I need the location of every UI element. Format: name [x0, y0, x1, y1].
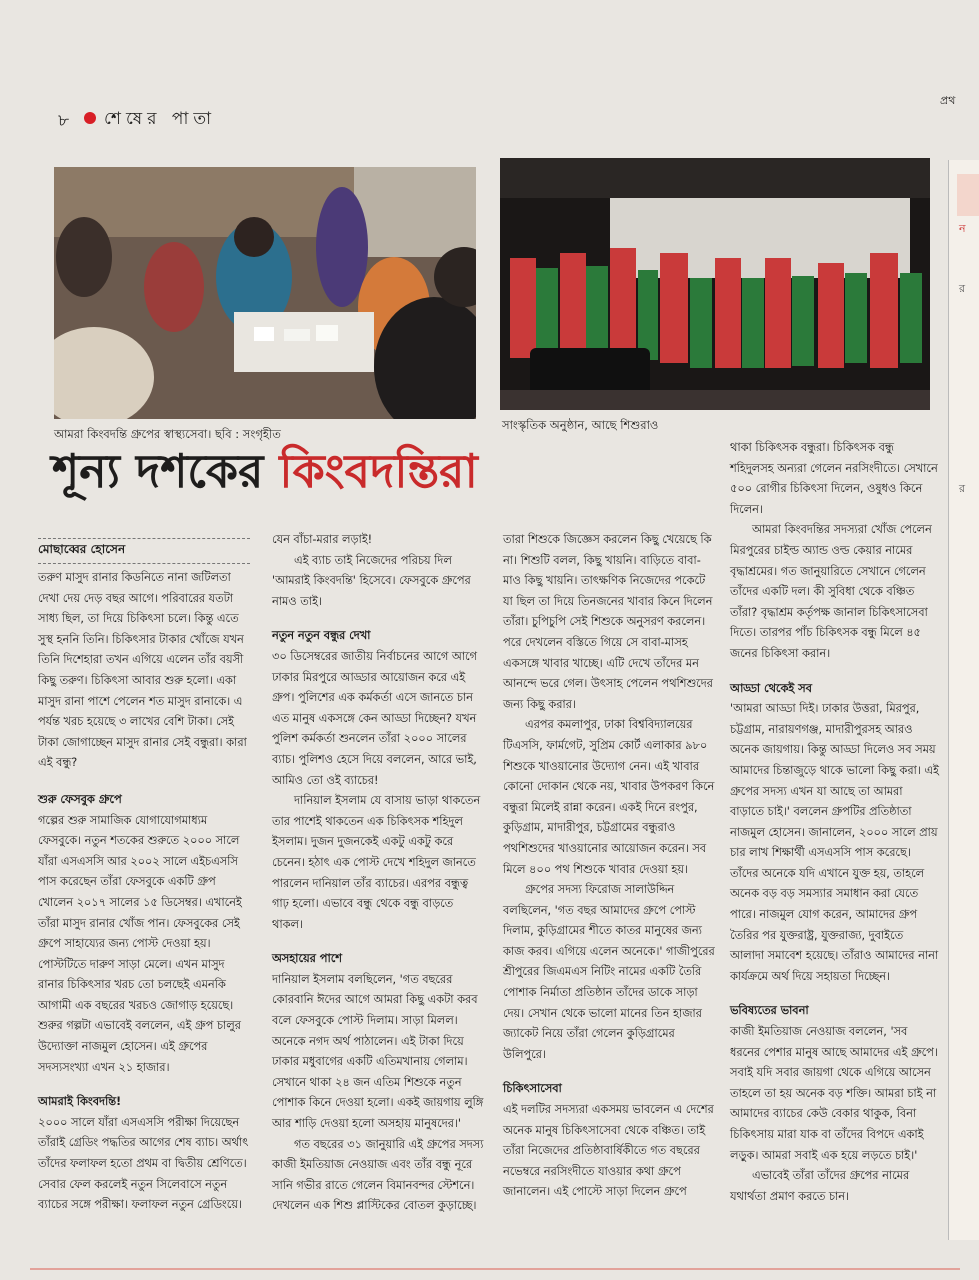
col2-paragraph: এই ব্যাচ তাই নিজেদের পরিচয় দিল 'আমরাই কিংবদন্তি' হিসেবে। ফেসবুকে গ্রুপের নামও তাই। [272, 553, 471, 608]
col4-paragraph: 'আমরা আড্ডা দিই। ঢাকার উত্তরা, মিরপুর, চট্টগ্রাম, নারায়ণগঞ্জ, মাদারীপুরসহ আরও অনেক জায়গায়। কিন্তু আড্ডা দিলেও সব সময় আমাদের চিন্তাজুড়ে থাকে ভালো কিছু করা। এই গ্রুপের সদস্য এখন যা আছে তা আমরা বাড়াতে চাই।' বললেন গ্রুপটির প্রতিষ্ঠাতা নাজমুল হোসেন। জানালেন, ২০০০ সালে প্রায় চার লাখ শিক্ষার্থী এসএসসি পাস করেছে। তাঁদের অনেকে যদি এখানে যুক্ত হয়, তাহলে অনেক বড় বড় সমস্যার সমাধান করা যেতে পারে। নাজমুল যোগ করেন, আমাদের গ্রুপ তৈরির পর যুক্তরাষ্ট্র, যুক্তরাজ্য, দুবাইতে আলাদা সমাবেশ হয়েছে। তাঁরাও আমাদের নানা কার্যক্রমে অর্থ দিয়ে সহায়তা দিচ্ছেন। [730, 702, 939, 983]
col4-paragraph: এভাবেই তাঁরা তাঁদের গ্রুপের নামের যথার্থতা প্রমাণ করতে চান। [730, 1169, 910, 1203]
photo-cultural-event-image [500, 158, 930, 410]
col4-paragraph: কাজী ইমতিয়াজ নেওয়াজ বললেন, 'সব ধরনের পেশার মানুষ আছে আমাদের এই গ্রুপে। সবাই যদি সবার জায়গা থেকে এগিয়ে আসেন তাহলে তা হয় অনেক বড় শক্তি। আমরা চাই না আমাদের ব্যাচের কেউ বেকার থাকুক, বিনা চিকিৎসায় মারা যাক বা তাঁদের বিপদে একাই লড়ুক। আমরা সবাই এক হয়ে লড়তে চাই।' [730, 1025, 938, 1162]
adjacent-page-banner [957, 174, 979, 216]
col3-paragraph: এরপর কমলাপুর, ঢাকা বিশ্ববিদ্যালয়ের টিএসসি, ফার্মগেট, সুপ্রিম কোর্ট এলাকার ৯৮০ শিশুকে খাওয়ানোর উদ্যোগ নেন। এই খাবার কোনো দোকান থেকে নয়, খাবার উপকরণ কিনে বন্ধুরা মিলেই রান্না করেন। একই দিনে রংপুর, কুড়িগ্রাম, মাদারীপুর, চট্টগ্রামের বন্ধুরাও পথশিশুদের খাওয়ানোর আয়োজন করেন। সব মিলে ৪০০ পথ শিশুকে খাবার দেওয়া হয়। [503, 718, 715, 876]
col4-subheading: আড্ডা থেকেই সব [730, 681, 812, 695]
col2-paragraph: ৩০ ডিসেম্বরের জাতীয় নির্বাচনের আগে আগে ঢাকার মিরপুরে আড্ডার আয়োজন করে এই গ্রুপ। পুলিশের এক কর্মকর্তা এসে জানতে চান এত মানুষ একসঙ্গে কেন আড্ডা দিচ্ছেন? যখন পুলিশ কর্মকর্তা শুনলেন তাঁরা ২০০০ সালের ব্যাচ। পুলিশও হেসে দিয়ে বললেন, আরে ভাই, আমিও তো ওই ব্যাচের! [272, 649, 477, 787]
col3-paragraph: এই দলটির সদস্যরা একসময় ভাবলেন এ দেশের অনেক মানুষ চিকিৎসাসেবা থেকে বঞ্চিত। তাই তাঁরা নিজেদের প্রতিষ্ঠাবার্ষিকীতে গত বছরের নভেম্বরে নরসিংদীতে যাওয়ার কথা গ্রুপে জানালেন। এই পোস্টে সাড়া দিলেন গ্রুপে [503, 1103, 714, 1199]
adjacent-page-char: ন [959, 222, 966, 235]
col1-paragraph: ২০০০ সালে যাঁরা এসএসসি পরীক্ষা দিয়েছেন তাঁরাই গ্রেডিং পদ্ধতির আগের শেষ ব্যাচ। অর্থাৎ তাঁদের ফলাফল হতো প্রথম বা দ্বিতীয় শ্রেণিতে। সেবার ফেল করলেই নতুন সিলেবাসে নতুন ব্যাচের সঙ্গে পরীক্ষা। ফলাফল নতুন গ্রেডিংয়ে। [38, 1115, 249, 1212]
article-column-3 [503, 530, 715, 1203]
adjacent-page-fragment: প্রথ [940, 94, 956, 107]
col4-paragraph: আমরা কিংবদন্তির সদস্যরা খোঁজ পেলেন মিরপুরের চাইল্ড অ্যান্ড ওল্ড কেয়ার নামের বৃদ্ধাশ্রমের। গত জানুয়ারিতে সেখানে গেলেন তাঁদের একটি দল। কী সুবিধা থেকে বঞ্চিত তাঁরা? বৃদ্ধাশ্রম কর্তৃপক্ষ জানাল চিকিৎসাসেবা দিতে। তারপর পাঁচ চিকিৎসক বন্ধু মিলে ৪৫ জনের চিকিৎসা করান। [730, 523, 932, 660]
article-column-2 [272, 530, 484, 1217]
photo-health-service [54, 167, 476, 419]
bottom-border [30, 1268, 960, 1274]
col2-paragraph: দানিয়াল ইসলাম যে বাসায় ভাড়া থাকতেন তার পাশেই থাকতেন এক চিকিৎসক শহিদুল ইসলাম। দুজন দুজনকেই একটু একটু করে চেনেন। হঠাৎ এক পোস্ট দেখে শহিদুল জানতে পারলেন দানিয়াল তাঁর ব্যাচের। এরপর বন্ধুত্ব গাঢ় হলো। এভাবে বন্ধু থেকে বন্ধু বাড়তে থাকল। [272, 794, 481, 931]
article-column-4 [730, 438, 940, 1207]
article-column-1 [38, 568, 250, 1216]
photo-cultural-event [500, 158, 930, 410]
photo-cultural-caption: সাংস্কৃতিক অনুষ্ঠান, আছে শিশুরাও [502, 418, 659, 432]
col3-subheading: চিকিৎসাসেবা [503, 1082, 562, 1096]
adjacent-page-char: র [959, 482, 966, 495]
col4-subheading: ভবিষ্যতের ভাবনা [730, 1004, 809, 1018]
headline-part-black: শূন্য দশকের [52, 444, 280, 498]
section-title: শেষের পাতা [104, 109, 217, 129]
headline-part-red: কিংবদন্তিরা [279, 444, 478, 498]
col2-paragraph: যেন বাঁচা-মরার লড়াই! [272, 533, 373, 546]
adjacent-page-strip [948, 160, 979, 1240]
photo-health-service-image [54, 167, 476, 419]
byline: মোছাব্বের হোসেন [38, 538, 250, 564]
col1-subheading: শুরু ফেসবুক গ্রুপে [38, 792, 122, 806]
page-number: ৮ [58, 111, 70, 131]
col1-subheading: আমরাই কিংবদন্তি! [38, 1095, 122, 1109]
col4-paragraph: থাকা চিকিৎসক বন্ধুরা। চিকিৎসক বন্ধু শহিদুলসহ অন্যরা গেলেন নরসিংদীতে। সেখানে ৫০০ রোগীর চিকিৎসা দিলেন, ওষুধও কিনে দিলেন। [730, 441, 938, 516]
col2-subheading: নতুন নতুন বন্ধুর দেখা [272, 629, 371, 643]
col1-paragraph: তরুণ মাসুদ রানার কিডনিতে নানা জটিলতা দেখা দেয় দেড় বছর আগে। পরিবারের যতটা সাধ্য ছিল, তা দিয়ে চিকিৎসা চলে। কিন্তু এতে সুস্থ হননি তিনি। চিকিৎসার টাকার খোঁজে যখন তিনি দিশেহারা তখন এগিয়ে এলেন তাঁর বয়সী কিছু তরুণ। চিকিৎসা আবার শুরু হলো। একা মাসুদ রানা পাশে পেলেন শত মাসুদ রানাকে। এ পর্যন্ত খরচ হয়েছে ৩ লাখের বেশি টাকা। সেই টাকা জোগাচ্ছেন মাসুদ রানার সেই বন্ধুরা। কারা এই বন্ধু? [38, 571, 247, 770]
section-dot-icon [84, 112, 96, 124]
headline [52, 444, 478, 498]
col1-paragraph: গল্পের শুরু সামাজিক যোগাযোগমাধ্যম ফেসবুকে। নতুন শতকের শুরুতে ২০০০ সালে যাঁরা এসএসসি আর ২০০২ সালে এইচএসসি পাস করেছেন তাঁরা ফেসবুকে একটি গ্রুপ খোলেন ২০১৭ সালের ১৫ ডিসেম্বর। এখানেই তাঁরা মাসুদ রানার খোঁজ পান। ফেসবুকের সেই গ্রুপে সাহায্যের জন্য পোস্ট দেওয়া হয়। পোস্টটিতে দারুণ সাড়া মেলে। এখন মাসুদ রানার চিকিৎসার খরচ তো চলছেই এমনকি আগামী এক বছরের খরচও জোগাড় হয়েছে। শুরুর গল্পটা এভাবেই বললেন, এই গ্রুপ চালুর উদ্যোক্তা নাজমুল হোসেন। এই গ্রুপের সদস্যসংখ্যা এখন ২১ হাজার। [38, 813, 242, 1074]
col2-paragraph: দানিয়াল ইসলাম বলছিলেন, 'গত বছরের কোরবানি ঈদের আগে আমরা কিছু একটা করব বলে ফেসবুকে পোস্ট দিলাম। সাড়া মিলল। অনেকে নগদ অর্থ পাঠালেন। এই টাকা দিয়ে ঢাকার মধুবাগের একটি এতিমখানায় গেলাম। সেখানে থাকা ২৪ জন এতিম শিশুকে নতুন পোশাক কিনে দেওয়া হলো। একই জায়গায় লুঙ্গি আর শাড়ি দেওয়া হলো অসহায় মানুষদের।' [272, 972, 484, 1131]
col3-paragraph: গ্রুপের সদস্য ফিরোজ সালাউদ্দিন বলছিলেন, 'গত বছর আমাদের গ্রুপে পোস্ট দিলাম, কুড়িগ্রামের শীতে কাতর মানুষের জন্য কাজ করব। এগিয়ে এলেন অনেকে।' গাজীপুরের শ্রীপুরের জিএমএস নিটিং নামের একটি তৈরি পোশাক নির্মাতা প্রতিষ্ঠান তাঁদের ডাকে সাড়া দেয়। সেখান থেকে ভালো মানের তিন হাজার জ্যাকেট নিয়ে তাঁরা গেলেন কুড়িগ্রামের উলিপুরে। [503, 883, 715, 1061]
col3-paragraph: তারা শিশুকে জিজ্ঞেস করলেন কিছু খেয়েছে কি না। শিশুটি বলল, কিছু খায়নি। বাড়িতে বাবা-মাও কিছু খায়নি। তাৎক্ষণিক নিজেদের পকেটে যা ছিল তা দিয়ে তিনজনের খাবার কিনে দিলেন তাঁরা। চুপিচুপি সেই শিশুকে অনুসরণ করলেন। পরে দেখলেন বস্তিতে গিয়ে সে বাবা-মাসহ একসঙ্গে খাবার খাচ্ছে। এটি দেখে তাঁদের মন আনন্দে ভরে গেল। উৎসাহ পেলেন পথশিশুদের জন্য কিছু করার। [503, 533, 713, 711]
adjacent-page-char: র [959, 282, 966, 295]
col2-paragraph: গত বছরের ৩১ জানুয়ারি এই গ্রুপের সদস্য কাজী ইমতিয়াজ নেওয়াজ এবং তাঁর বন্ধু নূরে সানি গভীর রাতে গেলেন বিমানবন্দর স্টেশনে। দেখলেন এক শিশু প্লাস্টিকের বোতল কুড়াচ্ছে। [272, 1137, 484, 1213]
col2-subheading: অসহায়ের পাশে [272, 952, 342, 966]
photo-health-caption: আমরা কিংবদন্তি গ্রুপের স্বাস্থ্যসেবা। ছবি : সংগৃহীত [54, 427, 281, 441]
